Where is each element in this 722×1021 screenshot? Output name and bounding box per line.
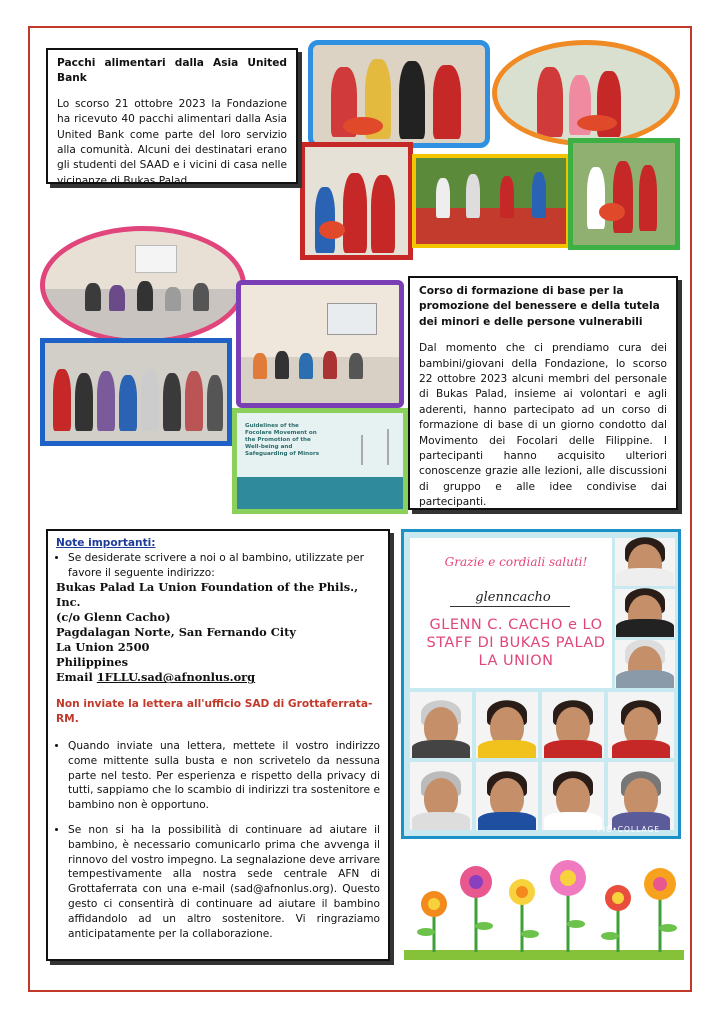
food-packs-box — [46, 48, 298, 187]
collage-watermark: PIC•COLLAGE — [597, 825, 660, 834]
training-course-title: Corso di formazione di base per la promozione del benessere e della tutela dei minori e delle persone vulnerabili — [419, 285, 660, 328]
photo-guidelines-slide — [232, 408, 408, 514]
training-course-box — [408, 276, 678, 510]
flowers-illustration — [404, 848, 684, 960]
email-link[interactable]: 1FLLU.sad@afnonlus.org — [96, 670, 256, 685]
food-packs-title: Pacchi alimentari dalla Asia United Bank — [57, 57, 287, 85]
photo-training-room-2 — [236, 280, 404, 408]
address-line: Bukas Palad La Union Foundation of the Phils., Inc. — [56, 580, 359, 610]
training-course-text: Dal momento che ci prendiamo cura dei bambini/giovani della Fondazione, lo scorso 22 ottobre 2023 alcuni membri del personale di Bukas Palad, insieme ai volontari e agli aderenti, hanno partecipato ad un corso di formazione di base di un giorno condotto dal Movimento dei Focolari delle Filippine. I partecipanti hanno acquisito ulteriori conoscenze grazie alle lezioni, alle discussioni di gruppo e alle idee condivise dai partecipanti. — [419, 342, 667, 509]
slide-text: Guidelines of the Focolare Movement on the Promotion of the Well-being and Safeguarding of Minors — [245, 423, 320, 457]
flower-heads — [421, 860, 676, 917]
photo-training-group — [40, 338, 232, 446]
signature: glenncacho — [475, 590, 551, 605]
staff-portrait — [542, 762, 604, 830]
staff-portrait — [410, 692, 472, 758]
staff-portrait — [608, 762, 674, 830]
address-line: La Union 2500 — [56, 640, 150, 655]
food-packs-text: Lo scorso 21 ottobre 2023 la Fondazione ha ricevuto 40 pacchi alimentari dalla Asia United Bank come parte del loro servizio alla comunità. Alcuni dei destinatari erano gli studenti del SAAD e i vicini di casa nelle vicinanze di Bukas Palad. — [57, 97, 287, 187]
notes-bullet: • Quando inviate una lettera, mettete il vostro indirizzo come mittente sulla busta e non scrivetelo da nessuna parte nel testo. Per esperienza e rispetto della privacy di tutti, sappiamo che lo scambio di indirizzi tra sostenitore e bambino non è opportuno. — [68, 739, 380, 813]
greeting-text: Grazie e cordiali saluti! — [444, 555, 588, 569]
warning-note: Non inviate la lettera all'ufficio SAD di Grottaferrata-RM. — [56, 698, 373, 726]
staff-portrait — [608, 692, 674, 758]
photo-crowd — [412, 154, 570, 248]
notes-intro: • Se desiderate scrivere a noi o al bambino, utilizzate per favore il seguente indirizzo: — [68, 551, 380, 581]
photo-bank-group-3 — [300, 142, 413, 260]
staff-portrait — [476, 762, 538, 830]
staff-portrait — [476, 692, 538, 758]
staff-portrait — [615, 640, 675, 688]
staff-title: GLENN C. CACHO e LO STAFF DI BUKAS PALAD LA UNION — [426, 617, 606, 669]
notes-bullet: • Se non si ha la possibilità di continuare ad aiutare il bambino, è necessario comunicarlo prima che avvenga il rinnovo del vostro impegno. La segnalazione deve arrivare tempestivamente alla nostra sede centrale AFN di Grottaferrata con una e-mail (sad@afnonlus.org). Questo gesto ci consentirà di continuare ad aiutare il bambino affidandolo ad un altro sostenitore. Vi ringraziamo anticipatamente per la collaborazione. — [68, 823, 380, 941]
greeting-card — [410, 538, 612, 688]
email-line — [56, 670, 380, 685]
staff-portrait — [615, 538, 675, 586]
photo-bank-group-2 — [492, 40, 680, 146]
photo-training-room-1 — [40, 226, 246, 344]
staff-portrait — [542, 692, 604, 758]
notes-intro-list — [56, 551, 380, 581]
address-line: (c/o Glenn Cacho) — [56, 610, 171, 625]
email-label: Email — [56, 670, 97, 685]
address-line: Pagdalagan Norte, San Fernando City — [56, 625, 297, 640]
photo-bank-group-1 — [308, 40, 490, 148]
photo-bank-group-4 — [568, 138, 680, 250]
address-line: Philippines — [56, 655, 129, 670]
notes-bullets — [56, 739, 380, 941]
staff-portrait — [410, 762, 472, 830]
staff-collage — [401, 529, 681, 839]
staff-portrait — [615, 589, 675, 637]
notes-title: Note importanti: — [56, 537, 156, 549]
important-notes-box — [46, 529, 390, 961]
mailing-address — [56, 580, 380, 685]
